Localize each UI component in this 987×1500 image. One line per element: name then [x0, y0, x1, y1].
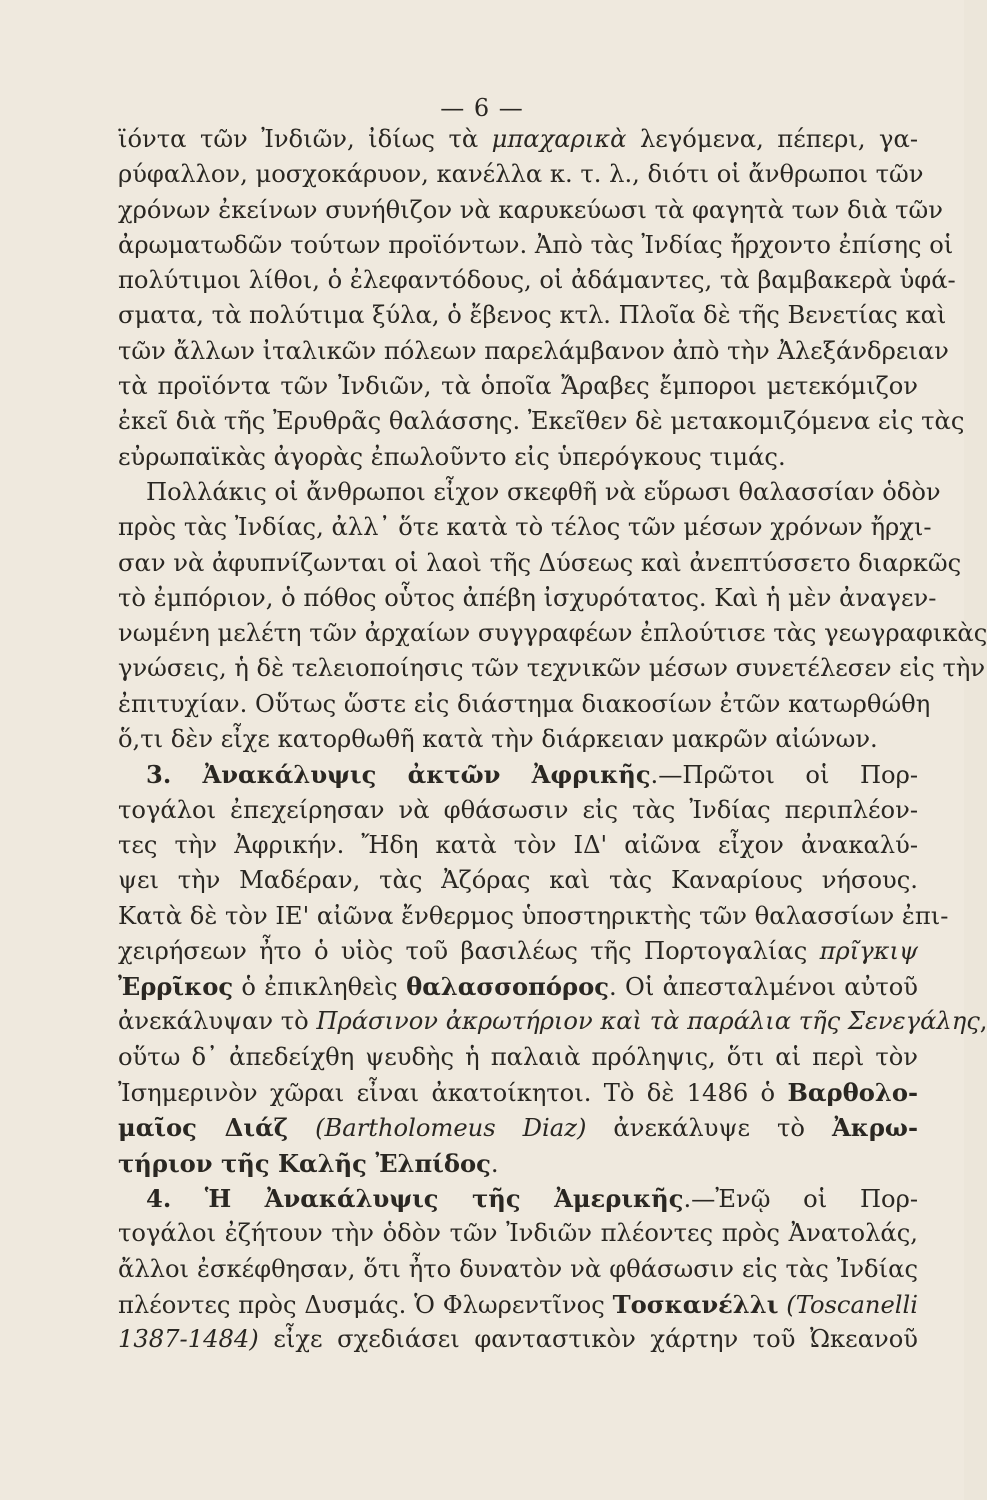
italic-term: (Toscanelli [786, 1290, 918, 1319]
text-line [118, 1075, 918, 1110]
text-line [118, 193, 943, 228]
text-run: ἐκεῖ διὰ τῆς Ἐρυθρᾶς θαλάσσης. Ἐκεῖθεν δὲ μετακομιζόμενα εἰς τὰς [118, 407, 965, 436]
text-run: ἀνεκάλυψε τὸ [586, 1114, 832, 1143]
text-line [118, 757, 918, 792]
text-run: εἶχε σχεδιάσει φανταστικὸν χάρτην τοῦ Ὠκεανοῦ [258, 1325, 918, 1354]
page-number: — 6 — [440, 94, 524, 122]
bold-term: θαλασσοπόρος [406, 972, 609, 1002]
text-run: ὅ,τι δὲν εἶχε κατορθωθῆ κατὰ τὴν διάρκειαν μακρῶν αἰώνων. [118, 725, 878, 754]
text-run: Κατὰ δὲ τὸν ΙΕ' αἰῶνα ἔνθερμος ὑποστηρικτὴς τῶν θαλασσίων ἐπι- [118, 901, 949, 930]
text-line [118, 863, 918, 898]
italic-term: μπαχαρικὰ [491, 125, 627, 153]
text-line [118, 828, 918, 863]
text-run: τογάλοι ἐπεχείρησαν νὰ φθάσωσιν εἰς τὰς Ἰνδίας περιπλέον- [118, 795, 918, 824]
text-line [118, 404, 965, 439]
text-run: ἀρωματωδῶν τούτων προϊόντων. Ἀπὸ τὰς Ἰνδίας ἤρχοντο ἐπίσης οἱ [118, 230, 954, 259]
text-run: ϊόντα τῶν Ἰνδιῶν, ἰδίως τὰ [118, 125, 492, 153]
bold-term: Ἀνακάλυψις ἀκτῶν Ἀφρικῆς [202, 760, 651, 790]
text-run: .—Πρῶτοι οἱ Πορ- [650, 761, 918, 790]
text-run: , [979, 1007, 987, 1036]
text-run: ἀνεκάλυψαν τὸ [118, 1007, 317, 1036]
italic-term: 1387-1484) [118, 1325, 259, 1354]
text-run: τες τὴν Ἀφρικήν. Ἤδη κατὰ τὸν ΙΔ' αἰῶνα εἶχον ἀνακαλύ- [118, 830, 918, 859]
text-run: Ἰσημερινὸν χῶραι εἶναι ἀκατοίκητοι. Τὸ δὲ 1486 ὁ [118, 1079, 788, 1108]
text-line [118, 263, 956, 298]
text-run: Πολλάκις οἱ ἄνθρωποι εἶχον σκεφθῆ νὰ εὕρωσι θαλασσίαν ὁδὸν [146, 477, 941, 506]
text-line [118, 157, 924, 192]
text-line [118, 934, 918, 969]
text-run: ἐπιτυχίαν. Οὕτως ὥστε εἰς διάστημα διακοσίων ἐτῶν κατωρθώθη [118, 689, 931, 718]
text-line [118, 440, 918, 475]
text-line [118, 687, 931, 722]
text-run: χρόνων ἐκείνων συνήθιζον νὰ καρυκεύωσι τὰ φαγητὰ των διὰ τῶν [118, 195, 943, 224]
text-line [118, 475, 941, 510]
text-line [118, 1216, 918, 1251]
section-number: 4. [146, 1183, 205, 1213]
text-run: σματα, τὰ πολύτιμα ξύλα, ὁ ἔβενος κτλ. Πλοῖα δὲ τῆς Βενετίας καὶ [118, 301, 947, 330]
text-run: ρύφαλλον, μοσχοκάρυον, κανέλλα κ. τ. λ., διότι οἱ ἄνθρωποι τῶν [118, 160, 924, 189]
body-text [118, 122, 987, 1357]
text-line [118, 369, 918, 404]
text-line [118, 969, 918, 1004]
text-run: . [490, 1149, 499, 1178]
text-line [118, 122, 918, 157]
text-run: .—Ἐνῷ οἱ Πορ- [683, 1184, 919, 1213]
text-run: εὐρωπαϊκὰς ἀγορὰς ἐπωλοῦντο εἰς ὑπερόγκους τιμάς. [118, 442, 786, 471]
text-line [118, 616, 987, 651]
text-line [118, 651, 986, 686]
text-run: τογάλοι ἐζήτουν τὴν ὁδὸν τῶν Ἰνδιῶν πλέοντες πρὸς Ἀνατολάς, [118, 1219, 918, 1248]
text-line [118, 334, 949, 369]
text-line [118, 581, 937, 616]
text-line [118, 1146, 918, 1181]
text-run: πρὸς τὰς Ἰνδίας, ἀλλ᾽ ὅτε κατὰ τὸ τέλος τῶν μέσων χρόνων ἤρχι- [118, 513, 932, 542]
bold-term: Ἀκρω- [831, 1113, 918, 1143]
section-number: 3. [146, 760, 203, 790]
text-line [118, 1287, 918, 1322]
bold-term: Τοσκανέλλι [612, 1289, 779, 1319]
text-line [118, 1181, 918, 1216]
text-run: λεγόμενα, πέπερι, γα- [626, 125, 918, 153]
text-run: πλέοντες πρὸς Δυσμάς. Ὁ Φλωρεντῖνος [118, 1290, 613, 1319]
text-run [288, 1114, 315, 1142]
text-run: ἄλλοι ἐσκέφθησαν, ὅτι ἦτο δυνατὸν νὰ φθάσωσιν εἰς τὰς Ἰνδίας [118, 1254, 918, 1283]
text-run: τῶν ἄλλων ἰταλικῶν πόλεων παρελάμβανον ἀπὸ τὴν Ἀλεξάνδρειαν [118, 336, 949, 365]
text-line [118, 1110, 918, 1145]
text-run: ψει τὴν Μαδέραν, τὰς Ἀζόρας καὶ τὰς Καναρίους νήσους. [118, 866, 918, 895]
bold-term: τήριον τῆς Καλῆς Ἐλπίδος [118, 1148, 491, 1178]
text-run: ὁ ἐπικληθεὶς [233, 973, 407, 1002]
text-line [118, 298, 947, 333]
text-line [118, 722, 918, 757]
italic-term: Πράσινον ἀκρωτήριον καὶ τὰ παράλια τῆς Σενεγάλης [316, 1007, 980, 1036]
bold-term: Βαρθολο- [787, 1078, 918, 1108]
text-line [118, 1252, 918, 1287]
text-line [118, 510, 932, 545]
text-run: πολύτιμοι λίθοι, ὁ ἐλεφαντόδους, οἱ ἀδάμαντες, τὰ βαμβακερὰ ὑφά- [118, 266, 956, 295]
text-run: χειρήσεων ἦτο ὁ υἱὸς τοῦ βασιλέως τῆς Πορτογαλίας [118, 936, 820, 965]
italic-term: πρῖγκιψ [819, 936, 918, 965]
bold-term: μαῖος Διάζ [118, 1113, 289, 1143]
text-run: οὕτω δ᾽ ἀπεδείχθη ψευδὴς ἡ παλαιὰ πρόληψις, ὅτι αἱ περὶ τὸν [118, 1042, 918, 1071]
text-line [118, 1040, 918, 1075]
text-run: τὰ προϊόντα τῶν Ἰνδιῶν, τὰ ὁποῖα Ἄραβες ἔμποροι μετεκόμιζον [118, 372, 918, 401]
bold-term: Ἡ Ἀνακάλυψις τῆς Ἀμερικῆς [204, 1183, 684, 1213]
text-run: . Οἱ ἀπεσταλμένοι αὐτοῦ [608, 973, 918, 1002]
text-line [118, 899, 949, 934]
bold-term: Ἐρρῖκος [118, 972, 234, 1002]
text-run: νωμένη μελέτη τῶν ἀρχαίων συγγραφέων ἐπλούτισε τὰς γεωγραφικὰς [118, 619, 987, 648]
text-line [118, 228, 954, 263]
italic-term: (Bartholomeus Diaz) [315, 1114, 587, 1143]
text-line [118, 1322, 918, 1357]
text-line [118, 793, 918, 828]
text-run: γνώσεις, ἡ δὲ τελειοποίησις τῶν τεχνικῶν μέσων συνετέλεσεν εἰς τὴν [118, 654, 986, 683]
text-line [118, 1004, 987, 1039]
text-run: σαν νὰ ἀφυπνίζωνται οἱ λαοὶ τῆς Δύσεως καὶ ἀνεπτύσσετο διαρκῶς [118, 548, 962, 577]
text-line [118, 546, 962, 581]
text-run: τὸ ἐμπόριον, ὁ πόθος οὗτος ἀπέβη ἰσχυρότατος. Καὶ ἡ μὲν ἀναγεν- [118, 583, 937, 612]
